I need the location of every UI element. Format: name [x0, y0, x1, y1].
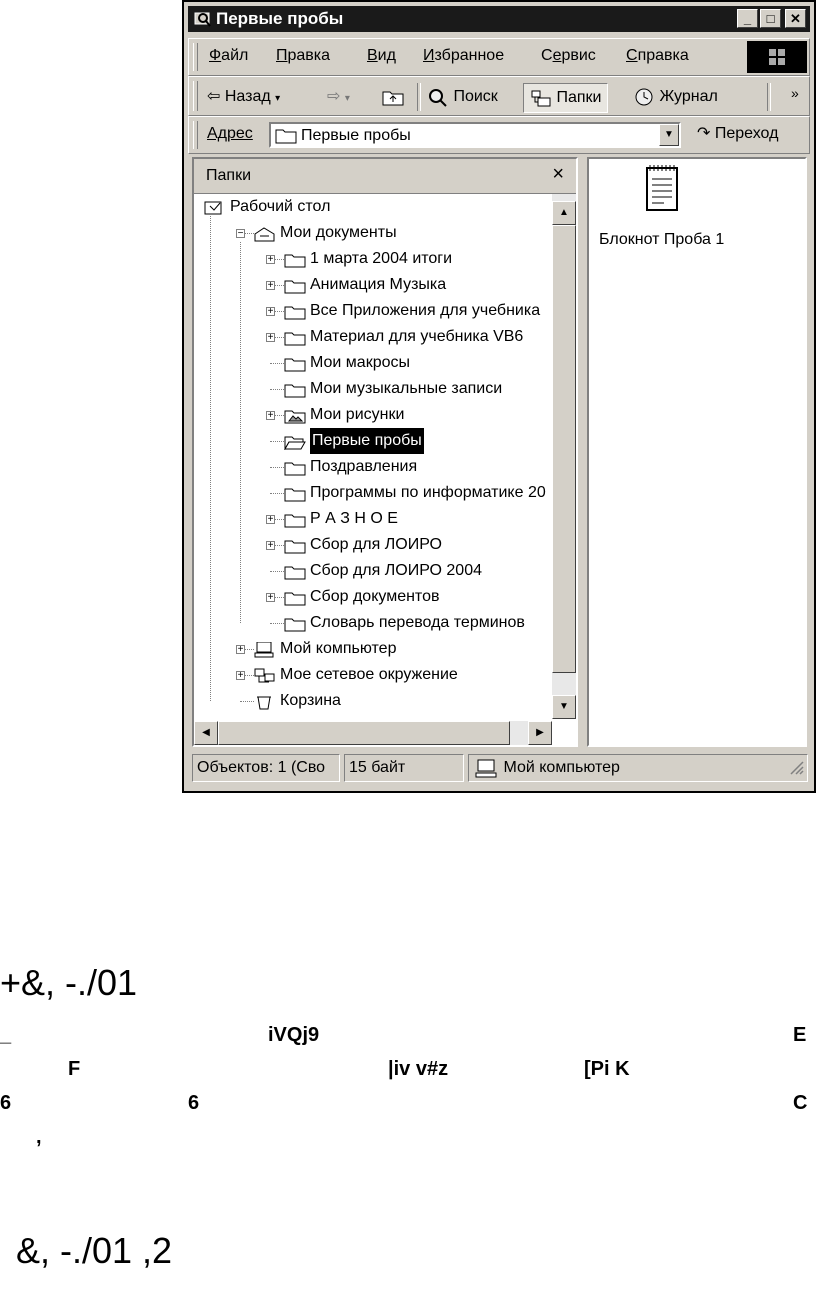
- tree-branch-line: [270, 441, 284, 442]
- tree-item-label: 1 марта 2004 итоги: [310, 250, 453, 267]
- tree-root-connector-line: [210, 216, 211, 701]
- folder-icon: [284, 277, 306, 293]
- desktop-icon: [204, 199, 226, 215]
- folders-pane-close-button[interactable]: ×: [552, 163, 564, 185]
- folders-pane: [192, 157, 578, 747]
- up-folder-icon: [381, 88, 405, 105]
- scroll-up-button[interactable]: ▲: [552, 201, 576, 225]
- tree-branch-line: [270, 493, 284, 494]
- menu-file[interactable]: Файл: [209, 47, 249, 64]
- tree-branch-line: [270, 467, 284, 468]
- caption-line1-b: iVQj9: [268, 1024, 320, 1046]
- go-arrow-icon: ↷: [697, 125, 711, 142]
- title-bar[interactable]: [188, 6, 810, 32]
- caption-heading-2: &, -./01 ,2: [16, 1230, 173, 1271]
- address-dropdown-button[interactable]: ▼: [659, 124, 679, 146]
- folders-icon: [530, 89, 556, 106]
- status-objects: Объектов: 1 (Сво: [192, 754, 340, 782]
- up-folder-button[interactable]: [381, 83, 405, 111]
- tree-item-label: Рабочий стол: [230, 198, 331, 215]
- explorer-search-icon: [194, 10, 212, 28]
- computer-icon: [475, 759, 503, 776]
- tree-item-label: Материал для учебника VB6: [310, 328, 524, 345]
- recycle-bin-icon: [254, 693, 276, 709]
- tree-item-label: Все Приложения для учебника: [310, 302, 541, 319]
- caption-heading-1: +&, -./01: [0, 962, 138, 1003]
- tree-branch-line: [270, 571, 284, 572]
- status-bar: [188, 752, 810, 786]
- toolbar-grip[interactable]: [193, 81, 198, 111]
- forward-dropdown-icon: ▾: [344, 93, 350, 104]
- tree-branch-line: [270, 623, 284, 624]
- tree-item-label: Корзина: [280, 692, 341, 709]
- status-zone: Мой компьютер: [468, 754, 808, 782]
- caption-line3-c: C: [793, 1092, 808, 1114]
- scroll-left-button[interactable]: ◀: [194, 721, 218, 745]
- toolbar-more-button[interactable]: »: [791, 85, 799, 101]
- windows-logo-icon: [747, 41, 807, 73]
- maximize-button[interactable]: □: [760, 9, 781, 28]
- tree-item-label: Мое сетевое окружение: [280, 666, 458, 683]
- collapse-icon[interactable]: −: [237, 228, 244, 239]
- folder-icon: [284, 459, 306, 475]
- tree-item-label: Мои музыкальные записи: [310, 380, 503, 397]
- history-button[interactable]: Журнал: [633, 83, 718, 111]
- address-value: Первые пробы: [301, 127, 411, 144]
- tree-item-label: Сбор для ЛОИРО 2004: [310, 562, 482, 579]
- expand-icon[interactable]: +: [237, 644, 244, 655]
- folder-icon: [284, 537, 306, 553]
- address-folder-icon: [275, 126, 297, 149]
- search-button[interactable]: Поиск: [427, 83, 498, 111]
- scroll-thumb[interactable]: [552, 225, 576, 673]
- tree-item-label: Р А З Н О Е: [310, 510, 398, 527]
- close-button[interactable]: ✕: [785, 9, 806, 28]
- tree-connector-line: [240, 242, 241, 623]
- tree-item-label: Мой компьютер: [280, 640, 397, 657]
- computer-icon: [254, 641, 276, 657]
- folders-button[interactable]: Папки: [523, 83, 608, 113]
- history-icon: [633, 88, 659, 105]
- minimize-button[interactable]: _: [737, 9, 758, 28]
- tree-item-label: Мои рисунки: [310, 406, 405, 423]
- search-icon: [427, 88, 453, 105]
- file-label: Блокнот Проба 1: [599, 231, 725, 248]
- tree-branch-line: [270, 389, 284, 390]
- horizontal-scroll-thumb[interactable]: [218, 721, 510, 745]
- scroll-right-button[interactable]: ▶: [528, 721, 552, 745]
- folder-icon: [284, 251, 306, 267]
- folder-icon: [284, 589, 306, 605]
- folder-icon: [284, 563, 306, 579]
- tree-branch-line: [240, 701, 254, 702]
- address-grip[interactable]: [193, 121, 198, 149]
- folder-icon: [284, 303, 306, 319]
- standard-toolbar: [188, 76, 810, 116]
- menu-view[interactable]: Вид: [367, 47, 396, 64]
- pictures-folder-icon: [284, 407, 306, 423]
- menu-bar: [188, 38, 810, 76]
- caption-line2-b: |iv v#z: [388, 1058, 449, 1080]
- tree-item-label: Словарь перевода терминов: [310, 614, 525, 631]
- menu-edit[interactable]: Правка: [276, 47, 331, 64]
- caption-line4: ,: [36, 1126, 42, 1148]
- menu-grip[interactable]: [193, 43, 198, 71]
- expand-icon[interactable]: +: [267, 592, 274, 603]
- menu-favorites[interactable]: Избранное: [423, 47, 505, 64]
- tree-item-label: Анимация Музыка: [310, 276, 447, 293]
- status-size: 15 байт: [344, 754, 464, 782]
- folders-pane-title: Папки: [206, 167, 251, 184]
- network-icon: [254, 667, 276, 683]
- folder-icon: [284, 511, 306, 527]
- back-arrow-icon: ⇦: [207, 88, 221, 105]
- tree-item-label: Первые пробы: [310, 428, 424, 454]
- menu-service[interactable]: Сервис: [541, 47, 596, 64]
- tree-horizontal-scrollbar[interactable]: [194, 721, 552, 745]
- expand-icon[interactable]: +: [267, 410, 274, 421]
- toolbar-separator-2: [767, 83, 771, 111]
- file-item[interactable]: [589, 159, 749, 259]
- tree-item-label: Поздравления: [310, 458, 418, 475]
- folder-icon: [284, 381, 306, 397]
- caption-line2-a: F: [68, 1058, 81, 1080]
- expand-icon[interactable]: +: [237, 670, 244, 681]
- tree-item-label: Сбор для ЛОИРО: [310, 536, 442, 553]
- open-folder-icon: [284, 433, 306, 449]
- forward-arrow-icon: ⇨: [327, 88, 341, 105]
- folder-icon: [284, 615, 306, 631]
- tree-item-label: Программы по информатике 20: [310, 484, 546, 501]
- folder-icon: [284, 485, 306, 501]
- expand-icon[interactable]: +: [267, 280, 274, 291]
- mydocs-icon: [254, 225, 276, 241]
- expand-icon[interactable]: +: [267, 514, 274, 525]
- scroll-down-button[interactable]: ▼: [552, 695, 576, 719]
- tree-branch-line: [270, 363, 284, 364]
- folder-tree: [194, 194, 552, 719]
- forward-button[interactable]: [327, 83, 350, 111]
- tree-item-label: Мои документы: [280, 224, 397, 241]
- resize-grip-icon[interactable]: [788, 759, 804, 780]
- explorer-window: [182, 0, 816, 793]
- expand-icon[interactable]: +: [267, 306, 274, 317]
- caption-line2-c: [Pi K: [584, 1058, 630, 1080]
- back-button[interactable]: ⇦ Назад ▾: [207, 88, 281, 105]
- folder-icon: [284, 329, 306, 345]
- notepad-file-icon: [644, 163, 680, 218]
- address-bar: [188, 116, 810, 154]
- caption-line3-b: 6: [188, 1092, 200, 1114]
- caption-line1-a: _: [0, 1024, 12, 1046]
- caption-line3-a: 6: [0, 1092, 12, 1114]
- files-pane: [587, 157, 807, 747]
- caption-line1-c: E: [793, 1024, 807, 1046]
- address-input[interactable]: [269, 122, 681, 148]
- window-title: Первые пробы: [216, 9, 344, 28]
- tree-vertical-scrollbar[interactable]: [552, 194, 576, 719]
- back-dropdown-icon: ▾: [275, 93, 281, 104]
- folders-pane-header: [194, 159, 576, 194]
- expand-icon[interactable]: +: [267, 540, 274, 551]
- tree-item-label: Сбор документов: [310, 588, 440, 605]
- folder-icon: [284, 355, 306, 371]
- toolbar-separator: [417, 83, 421, 111]
- expand-icon[interactable]: +: [267, 254, 274, 265]
- tree-item-label: Мои макросы: [310, 354, 410, 371]
- menu-help[interactable]: Справка: [626, 47, 689, 64]
- expand-icon[interactable]: +: [267, 332, 274, 343]
- go-button[interactable]: ↷ Переход: [697, 125, 779, 142]
- address-label: Адрес: [207, 125, 253, 142]
